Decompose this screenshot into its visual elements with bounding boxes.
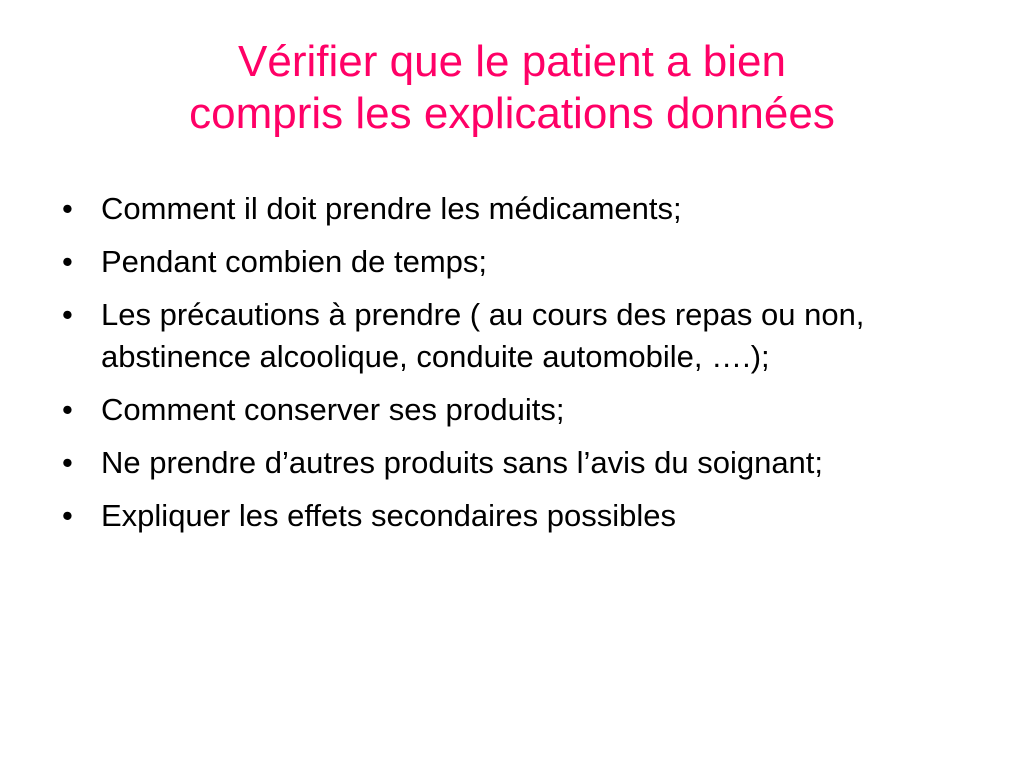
bullet-text: Expliquer les effets secondaires possibles — [101, 498, 676, 533]
bullet-icon: • — [62, 445, 73, 480]
bullet-text: Comment il doit prendre les médicaments; — [101, 191, 682, 226]
bullet-list — [56, 188, 956, 548]
bullet-icon: • — [62, 297, 73, 332]
bullet-icon: • — [62, 191, 73, 226]
slide-title — [40, 36, 984, 140]
bullet-text: Les précautions à prendre ( au cours des repas ou non, abstinence alcoolique, conduite automobile, ….); — [101, 297, 865, 374]
list-item — [56, 442, 956, 484]
list-item — [56, 294, 956, 378]
bullet-icon: • — [62, 244, 73, 279]
list-item — [56, 241, 956, 283]
title-line-1: Vérifier que le patient a bien — [238, 37, 786, 86]
list-item — [56, 389, 956, 431]
bullet-icon: • — [62, 498, 73, 533]
list-item — [56, 188, 956, 230]
bullet-text: Ne prendre d’autres produits sans l’avis du soignant; — [101, 445, 824, 480]
bullet-icon: • — [62, 392, 73, 427]
bullet-text: Pendant combien de temps; — [101, 244, 488, 279]
list-item — [56, 495, 956, 537]
title-line-2: compris les explications données — [189, 89, 835, 138]
bullet-text: Comment conserver ses produits; — [101, 392, 565, 427]
